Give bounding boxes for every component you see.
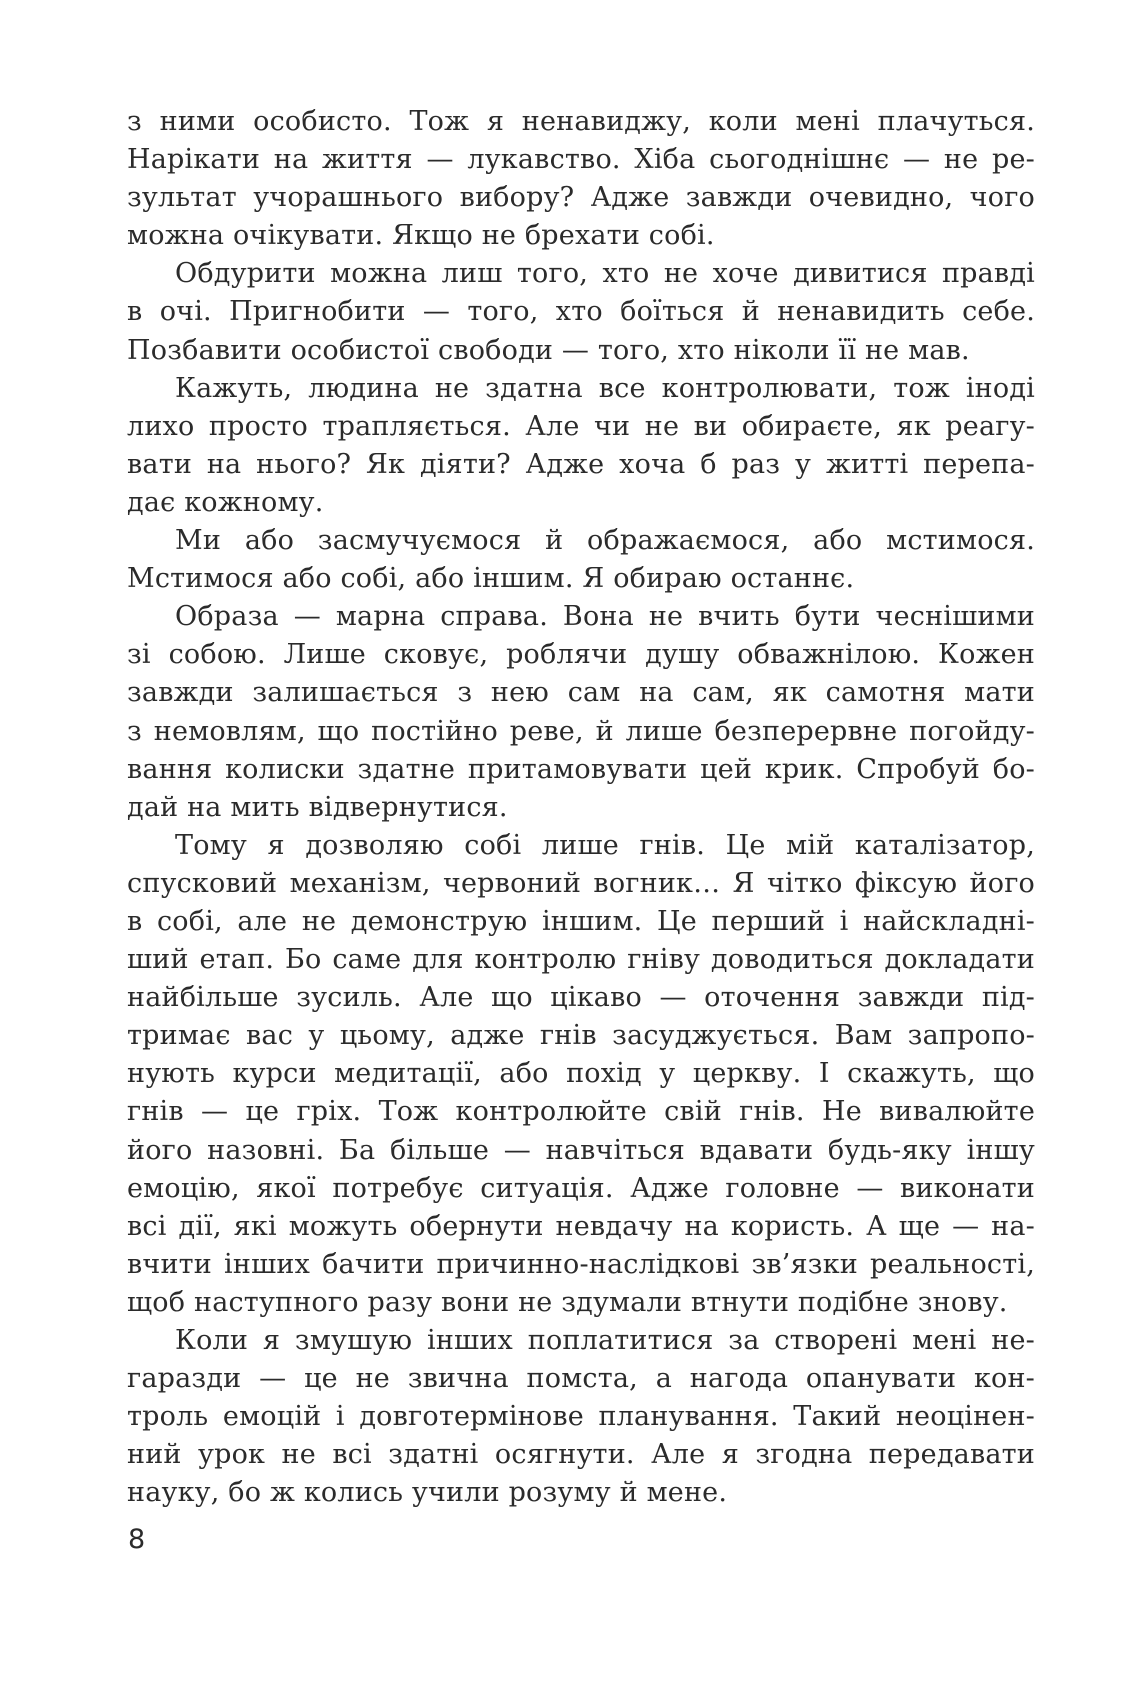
text-line: емоцію, якої потребує ситуація. Адже головне — виконати [127,1172,1035,1204]
text-line: з ними особисто. Тож я ненавиджу, коли мені плачуться. [127,106,1035,137]
text-line: Обдурити можна лиш того, хто не хоче дивитися правді [175,258,1035,290]
text-line: гнів — це гріх. Тож контролюйте свій гнів. Не вивалюйте [127,1096,1035,1128]
text-line: щоб наступного разу вони не здумали втнути подібне знову. [127,1286,1008,1318]
text-line: гаразди — це не звична помста, а нагода опанувати кон- [127,1363,1035,1395]
text-line: тримає вас у цьому, адже гнів засуджується. Вам запропо- [127,1020,1035,1052]
text-line: дає кожному. [127,486,324,518]
text-line: його назовні. Ба більше — навчіться вдавати будь-яку іншу [127,1134,1035,1166]
text-line: Тому я дозволяю собі лише гнів. Це мій каталізатор, [175,829,1035,861]
text-line: Коли я змушую інших поплатитися за створені мені не- [175,1325,1035,1356]
paragraph [127,827,1035,1322]
text-line: спусковий механізм, червоний вогник… Я чітко фіксую його [127,867,1035,899]
paragraph [127,522,1035,598]
text-line: всі дії, які можуть обернути невдачу на користь. А ще — на- [127,1210,1035,1242]
text-line: вати на нього? Як діяти? Адже хоча б раз у житті перепа- [127,448,1035,480]
text-line: в собі, але не демонструю іншим. Це перший і найскладні- [127,905,1035,937]
text-line: завжди залишається з нею сам на сам, як самотня мати [127,677,1035,709]
text-line: троль емоцій і довготермінове планування. Такий неоцінен- [127,1401,1035,1433]
text-line: можна очікувати. Якщо не брехати собі. [127,220,715,252]
text-line: в очі. Пригнобити — того, хто боїться й ненавидить себе. [127,296,1035,328]
text-line: з немовлям, що постійно реве, й лише безперервне погойду- [127,715,1035,747]
text-line: ший етап. Бо саме для контролю гніву доводиться докладати [127,944,1035,976]
text-line: науку, бо ж колись учили розуму й мене. [127,1477,728,1509]
text-line: зі собою. Лише сковує, роблячи душу обважнілою. Кожен [127,639,1035,671]
text-line: дай на мить відвернутися. [127,791,508,823]
paragraph [127,598,1035,827]
page-number: 8 [128,1524,146,1555]
paragraph [127,255,1035,369]
text-line: зультат учорашнього вибору? Адже завжди очевидно, чого [127,182,1035,214]
text-line: ний урок не всі здатні осягнути. Але я згодна передавати [127,1439,1035,1471]
text-line: лихо просто трапляється. Але чи не ви обираєте, як реагу- [127,410,1035,442]
text-line: Образа — марна справа. Вона не вчить бути чеснішими [175,601,1035,633]
text-line: нують курси медитації, або похід у церкву. І скажуть, що [127,1058,1035,1090]
text-line: найбільше зусиль. Але що цікаво — оточення завжди під- [127,982,1035,1014]
text-line: Позбавити особистої свободи — того, хто ніколи її не мав. [127,334,970,366]
text-line: Нарікати на життя — лукавство. Хіба сьогоднішнє — не ре- [127,144,1035,176]
text-line: Мстимося або собі, або іншим. Я обираю останнє. [127,563,855,595]
text-line: Ми або засмучуємося й ображаємося, або мстимося. [175,525,1035,557]
text-line: вчити інших бачити причинно-наслідкові зв’язки реальності, [127,1248,1035,1280]
paragraph [127,103,1035,255]
body-text [127,103,1035,1512]
paragraph [127,370,1035,522]
text-line: вання колиски здатне притамовувати цей крик. Спробуй бо- [127,753,1035,785]
text-line: Кажуть, людина не здатна все контролювати, тож іноді [175,372,1035,404]
paragraph [127,1322,1035,1512]
